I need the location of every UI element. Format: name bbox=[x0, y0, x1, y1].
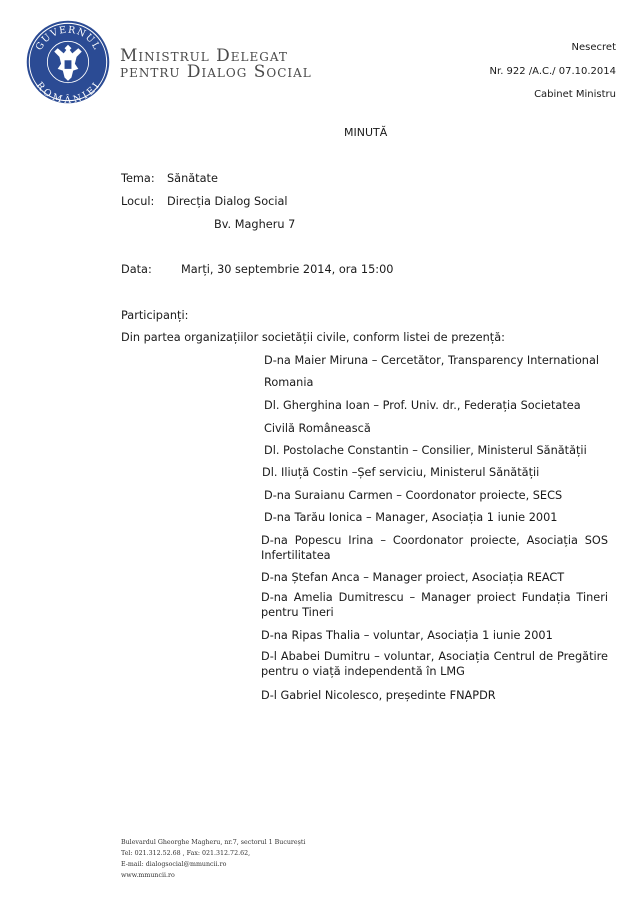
data-label: Data: bbox=[121, 263, 152, 276]
registration-number: Nr. 922 /A.C./ 07.10.2014 bbox=[489, 66, 616, 77]
participants-heading: Participanți: bbox=[121, 309, 189, 322]
locul-label: Locul: bbox=[121, 195, 155, 208]
tema-value: Sănătate bbox=[167, 172, 218, 185]
ministry-name bbox=[120, 48, 312, 80]
participant-item: D-na Popescu Irina – Coordonator proiecte, Asociația SOS Infertilitatea bbox=[261, 534, 608, 562]
participant-item: Romania bbox=[264, 376, 314, 389]
participant-item: Dl. Postolache Constantin – Consilier, Ministerul Sănătății bbox=[264, 444, 587, 457]
classification-label: Nesecret bbox=[571, 42, 616, 53]
ministry-name-line1: Ministrul Delegat bbox=[120, 46, 288, 66]
locul-value: Direcția Dialog Social bbox=[167, 195, 288, 208]
ministry-name-line2: pentru Dialog Social bbox=[120, 62, 312, 82]
footer-contact bbox=[121, 837, 305, 881]
participants-intro: Din partea organizațiilor societății civile, conform listei de prezență: bbox=[121, 331, 505, 344]
footer-email: E-mail: dialogsocial@mmuncii.ro bbox=[121, 861, 227, 868]
footer-address: Bulevardul Gheorghe Magheru, nr.7, sectorul 1 București bbox=[121, 839, 306, 846]
participant-item: D-na Ripas Thalia – voluntar, Asociația 1 iunie 2001 bbox=[261, 629, 553, 642]
participant-item: Dl. Gherghina Ioan – Prof. Univ. dr., Federația Societatea bbox=[264, 399, 581, 412]
participant-item: D-l Ababei Dumitru – voluntar, Asociația Centrul de Pregătire pentru o viață independentă în LMG bbox=[261, 650, 608, 678]
footer-phone: Tel: 021.312.52.68 , Fax: 021.312.72.62, bbox=[121, 850, 251, 857]
locul-address: Bv. Magheru 7 bbox=[214, 218, 296, 231]
participant-item: D-na Maier Miruna – Cercetător, Transparency International bbox=[264, 354, 600, 367]
data-value: Marți, 30 septembrie 2014, ora 15:00 bbox=[181, 263, 394, 276]
participant-item: D-na Tarău Ionica – Manager, Asociația 1 iunie 2001 bbox=[264, 511, 558, 524]
participant-item: D-na Amelia Dumitrescu – Manager proiect Fundația Tineri pentru Tineri bbox=[261, 591, 608, 619]
participant-item: Civilă Românească bbox=[264, 422, 371, 435]
participant-item: Dl. Iliuță Costin –Șef serviciu, Ministerul Sănătății bbox=[262, 466, 540, 479]
participant-item: D-l Gabriel Nicolesco, președinte FNAPDR bbox=[261, 689, 496, 702]
tema-label: Tema: bbox=[121, 172, 155, 185]
office-label: Cabinet Ministru bbox=[534, 89, 616, 100]
participant-item: D-na Ștefan Anca – Manager proiect, Asociația REACT bbox=[261, 571, 565, 584]
footer-website: www.mmuncii.ro bbox=[121, 872, 175, 879]
participant-item: D-na Suraianu Carmen – Coordonator proiecte, SECS bbox=[264, 489, 563, 502]
government-seal-logo bbox=[25, 19, 111, 105]
svg-text:ROMÂNIEI: ROMÂNIEI bbox=[33, 80, 103, 105]
svg-text:GUVERNUL: GUVERNUL bbox=[33, 24, 103, 53]
document-title: MINUTĂ bbox=[344, 126, 388, 139]
